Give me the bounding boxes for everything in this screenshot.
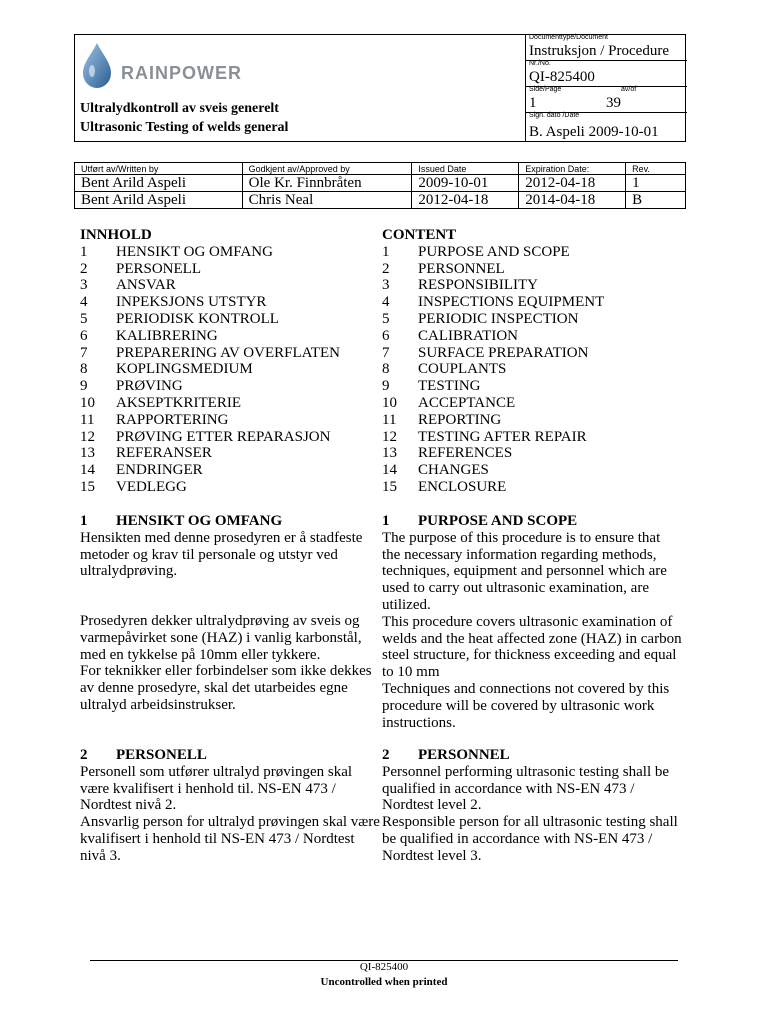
toc-item	[80, 395, 380, 412]
toc-item-number: 2	[382, 260, 390, 277]
title-norwegian: Ultralydkontroll av sveis generelt	[80, 101, 279, 116]
toc-item	[382, 429, 682, 446]
toc-item-label: HENSIKT OG OMFANG	[116, 243, 273, 260]
page-label: Side/Page	[529, 86, 562, 93]
toc-item-label: REFERENCES	[418, 445, 513, 462]
table-cell: 2012-04-18	[519, 175, 626, 192]
toc-item	[80, 378, 380, 395]
toc-item	[382, 445, 682, 462]
toc-item	[80, 429, 380, 446]
toc-item-number: 14	[80, 462, 95, 479]
toc-item-number: 11	[80, 411, 95, 428]
col-approved-by: Godkjent av/Approved by	[242, 163, 412, 175]
toc-item	[382, 378, 682, 395]
toc-item-label: SURFACE PREPARATION	[418, 344, 589, 361]
toc-item	[382, 328, 682, 345]
col-rev: Rev.	[626, 163, 686, 175]
toc-english	[382, 227, 682, 496]
section-2-english	[382, 747, 682, 865]
toc-item	[80, 479, 380, 496]
table-row	[75, 175, 686, 192]
table-cell: 2012-04-18	[412, 192, 519, 209]
section-2-norwegian	[80, 747, 380, 865]
header-info-column	[525, 35, 687, 141]
toc-item-label: REPORTING	[418, 411, 502, 428]
toc-item-number: 10	[80, 394, 95, 411]
section-heading	[382, 513, 682, 530]
footer-doc-number: QI-825400	[359, 961, 409, 973]
revision-table	[74, 162, 686, 209]
toc-norwegian	[80, 227, 380, 496]
toc-item-number: 12	[80, 428, 95, 445]
toc-item	[382, 395, 682, 412]
toc-item-number: 9	[382, 378, 390, 395]
section-1-english	[382, 513, 682, 731]
paragraph: Hensikten med denne prosedyren er å stadfeste metoder og krav til personale og utstyr ved ultralydprøving.	[80, 529, 363, 580]
paragraph: This procedure covers ultrasonic examination of welds and the heat affected zone (HAZ) in carbon steel structure, for thickness exceeding and equal to 10 mm	[382, 613, 682, 681]
toc-item-label: CALIBRATION	[418, 327, 518, 344]
toc-item-number: 13	[80, 445, 95, 462]
paragraph: Techniques and connections not covered by this procedure will be covered by ultrasonic work instructions.	[382, 680, 670, 731]
toc-title: INNHOLD	[80, 227, 152, 243]
toc-item-label: PERIODISK KONTROLL	[116, 310, 279, 327]
title-english: Ultrasonic Testing of welds general	[80, 120, 289, 135]
docnumber-label: Nr./No.	[529, 60, 551, 67]
toc-item	[80, 244, 380, 261]
table-cell: Ole Kr. Finnbråten	[242, 175, 412, 192]
paragraph: Ansvarlig person for ultralyd prøvingen skal være kvalifisert i henhold til NS-EN 473 / Nordtest nivå 3.	[80, 814, 380, 864]
toc-item	[80, 445, 380, 462]
doctype-cell	[526, 35, 687, 61]
section-title: PERSONNEL	[418, 747, 510, 763]
docnumber-cell	[526, 61, 687, 87]
table-cell: B	[626, 192, 686, 209]
table-cell: Chris Neal	[242, 192, 412, 209]
of-label: av/of	[621, 86, 637, 93]
paragraph: Prosedyren dekker ultralydprøving av sveis og varmepåvirket sone (HAZ) i vanlig karbonstål, med en tykkelse på 10mm eller tykkere.	[80, 613, 362, 663]
toc-item	[80, 345, 380, 362]
toc-item-number: 11	[382, 411, 397, 428]
toc-item-number: 6	[80, 327, 88, 344]
toc-item	[80, 311, 380, 328]
col-expiration-date: Expiration Date:	[519, 163, 626, 175]
toc-item-number: 14	[382, 462, 397, 479]
toc-item-number: 9	[80, 378, 88, 395]
section-number: 2	[80, 747, 88, 763]
toc-item-label: PREPARERING AV OVERFLATEN	[116, 344, 340, 361]
toc-item-number: 3	[80, 277, 88, 294]
table-header-row	[75, 163, 686, 175]
page-value: 1	[529, 95, 537, 111]
toc-item-label: ENCLOSURE	[418, 478, 507, 495]
toc-item-label: PERIODIC INSPECTION	[418, 310, 579, 327]
toc-item-label: PERSONELL	[116, 260, 202, 277]
sign-date-label: Sign. dato /Date	[529, 112, 580, 119]
toc-item-number: 8	[382, 361, 390, 378]
paragraph: Responsible person for all ultrasonic testing shall be qualified in accordance with NS-EN 473 / Nordtest level 3.	[382, 814, 678, 864]
toc-item	[80, 462, 380, 479]
toc-item	[382, 361, 682, 378]
page-total-value: 39	[606, 95, 621, 111]
toc-item-number: 6	[382, 327, 390, 344]
toc-item	[382, 412, 682, 429]
table-row	[75, 192, 686, 209]
toc-item-label: PURPOSE AND SCOPE	[418, 243, 570, 260]
toc-item-number: 12	[382, 428, 397, 445]
toc-item-label: PRØVING	[116, 378, 183, 395]
toc-item-number: 3	[382, 277, 390, 294]
toc-item-label: RAPPORTERING	[116, 411, 229, 428]
toc-item-label: VEDLEGG	[116, 478, 187, 495]
section-heading	[382, 747, 682, 764]
toc-item-number: 10	[382, 394, 397, 411]
toc-item	[382, 345, 682, 362]
toc-item	[382, 479, 682, 496]
doctype-label: Documenttype/Document	[529, 34, 608, 41]
toc-item	[382, 294, 682, 311]
toc-item	[382, 261, 682, 278]
toc-item	[80, 261, 380, 278]
toc-item-label: INPEKSJONS UTSTYR	[116, 294, 267, 311]
toc-item-number: 5	[382, 310, 390, 327]
section-title: PERSONELL	[116, 747, 207, 763]
toc-item-label: RESPONSIBILITY	[418, 277, 539, 294]
section-number: 2	[382, 747, 390, 763]
toc-item-label: PRØVING ETTER REPARASJON	[116, 428, 331, 445]
toc-item-number: 15	[382, 478, 397, 495]
toc-item-number: 1	[382, 243, 390, 260]
document-title	[80, 99, 288, 137]
table-cell: Bent Arild Aspeli	[75, 175, 243, 192]
section-number: 1	[80, 513, 88, 529]
toc-title: CONTENT	[382, 227, 457, 243]
toc-item-label: COUPLANTS	[418, 361, 507, 378]
section-number: 1	[382, 513, 390, 529]
col-written-by: Utført av/Written by	[75, 163, 243, 175]
toc-item-number: 8	[80, 361, 88, 378]
toc-item	[80, 277, 380, 294]
toc-item-number: 4	[382, 294, 390, 311]
section-heading	[80, 513, 380, 530]
footer-uncontrolled-note: Uncontrolled when printed	[320, 976, 448, 988]
toc-item-label: TESTING	[418, 378, 481, 395]
toc-item-number: 5	[80, 310, 88, 327]
toc-item-label: ACCEPTANCE	[418, 394, 516, 411]
table-cell: 2014-04-18	[519, 192, 626, 209]
table-cell: Bent Arild Aspeli	[75, 192, 243, 209]
paragraph: The purpose of this procedure is to ensure that the necessary information regarding methods, techniques, equipment and personnel which are used to carry out ultrasonic examination, are utilized.	[382, 529, 667, 613]
company-logo	[81, 41, 251, 91]
toc-item-number: 2	[80, 260, 88, 277]
section-title: PURPOSE AND SCOPE	[418, 513, 578, 529]
section-1-norwegian	[80, 513, 380, 580]
table-cell: 1	[626, 175, 686, 192]
toc-item	[382, 277, 682, 294]
paragraph: For teknikker eller forbindelser som ikke dekkes av denne prosedyre, skal det utarbeides egne ultralyd arbeidsinstrukser.	[80, 663, 372, 713]
docnumber-value: QI-825400	[529, 69, 595, 85]
toc-item-label: KALIBRERING	[116, 327, 218, 344]
toc-item-label: REFERANSER	[116, 445, 212, 462]
toc-item-label: AKSEPTKRITERIE	[116, 394, 241, 411]
toc-item-label: CHANGES	[418, 462, 489, 479]
toc-item-label: INSPECTIONS EQUIPMENT	[418, 294, 605, 311]
toc-item	[382, 311, 682, 328]
toc-item	[80, 294, 380, 311]
section-1-norwegian-cont	[80, 613, 380, 714]
toc-item-number: 13	[382, 445, 397, 462]
toc-item	[80, 328, 380, 345]
toc-item-number: 7	[382, 344, 390, 361]
toc-item-label: KOPLINGSMEDIUM	[116, 361, 253, 378]
toc-item-label: ENDRINGER	[116, 462, 203, 479]
toc-item-number: 7	[80, 344, 88, 361]
toc-item	[80, 361, 380, 378]
toc-item-number: 15	[80, 478, 95, 495]
table-cell: 2009-10-01	[412, 175, 519, 192]
toc-item-number: 4	[80, 294, 88, 311]
toc-list	[80, 244, 380, 496]
toc-item-label: TESTING AFTER REPAIR	[418, 428, 587, 445]
toc-item-label: PERSONNEL	[418, 260, 505, 277]
logo-wordmark: RAINPOWER	[121, 63, 242, 83]
toc-item	[382, 244, 682, 261]
paragraph: Personnel performing ultrasonic testing shall be qualified in accordance with NS-EN 473 / Nordtest level 2.	[382, 763, 670, 814]
page-cell	[526, 87, 687, 113]
section-title: HENSIKT OG OMFANG	[116, 513, 283, 529]
toc-item	[80, 412, 380, 429]
toc-item-label: ANSVAR	[116, 277, 176, 294]
sign-date-value: B. Aspeli 2009-10-01	[529, 124, 659, 140]
sign-date-cell	[526, 113, 687, 141]
toc-item	[382, 462, 682, 479]
document-header	[74, 34, 686, 142]
section-heading	[80, 747, 380, 764]
toc-item-number: 1	[80, 243, 88, 260]
col-issued-date: Issued Date	[412, 163, 519, 175]
paragraph: Personell som utfører ultralyd prøvingen skal være kvalifisert i henhold til. NS-EN 473 / Nordtest nivå 2.	[80, 763, 353, 814]
doctype-value: Instruksjon / Procedure	[529, 43, 669, 59]
toc-list	[382, 244, 682, 496]
